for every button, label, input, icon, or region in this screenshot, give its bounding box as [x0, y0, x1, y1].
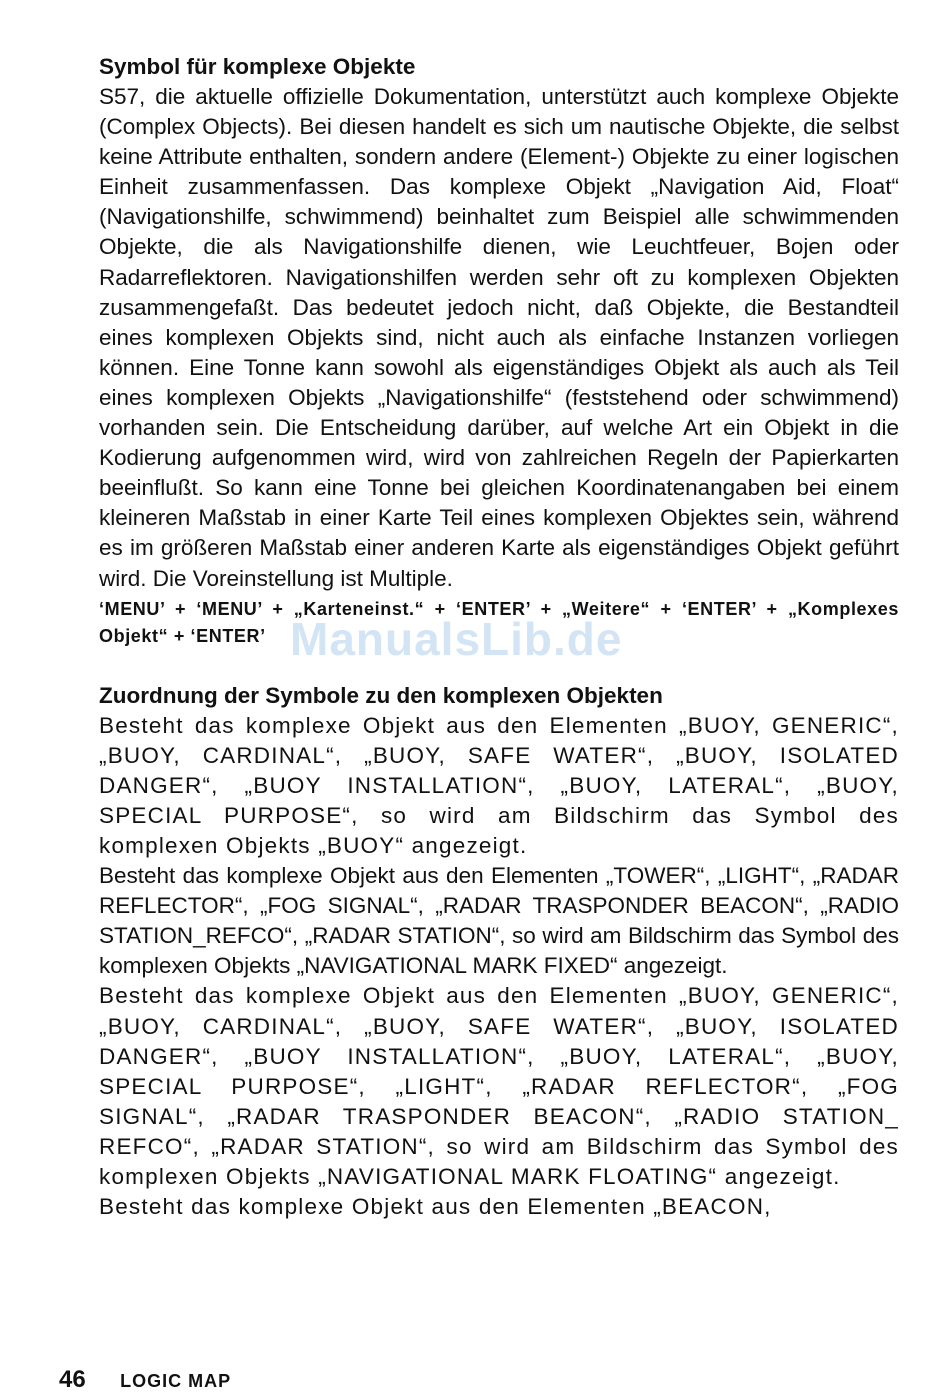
- page-number: 46: [59, 1366, 86, 1393]
- section-heading-complex-objects: Symbol für komplexe Objekte: [99, 54, 416, 79]
- section-spacer: [99, 650, 899, 681]
- watermark: ManualsLib.de: [290, 613, 623, 665]
- paragraph-buoy: Besteht das komplexe Objekt aus den Elementen „BUOY, GENERIC“, „BUOY, CARDINAL“, „BUOY, SAFE WATER“, „BUOY, ISOLATED DANGER“, „BUOY INSTALLATION“, „BUOY, LATERAL“, „BUOY, SPECIAL PURPOSE“, so wird am Bildschirm das Symbol des komplexen Objekts „BUOY“ angezeigt.: [99, 712, 899, 858]
- paragraph-beacon: Besteht das komplexe Objekt aus den Elementen „BEACON,: [99, 1194, 772, 1220]
- paragraph-navigational-mark-floating: Besteht das komplexe Objekt aus den Elementen „BUOY, GENERIC“, „BUOY, CARDINAL“, „BUOY, SAFE WATER“, „BUOY, ISOLATED DANGER“, „BUOY INSTALLATION“, „BUOY, LATERAL“, „BUOY, SPECIAL PURPOSE“, „LIGHT“, „RADAR REFLECTOR“, „FOG SIGNAL“, „RADAR TRASPONDER BEACON“, „RADIO STATION_ REFCO“, „RADAR STATION“, so wird am Bildschirm das Symbol des komplexen Objekts „NAVIGATIONAL MARK FLOATING“ angezeigt.: [99, 983, 899, 1189]
- page-footer: [59, 1366, 231, 1394]
- paragraph-navigational-mark-fixed: Besteht das komplexe Objekt aus den Elementen „TOWER“, „LIGHT“, „RADAR REFLECTOR“, „FOG SIGNAL“, „RADAR TRASPONDER BEACON“, „RADIO STATION_REFCO“, „RADAR STATION“, so wird am Bildschirm das Symbol des komplexen Objekts „NAVIGATIONAL MARK FIXED“ angezeigt.: [99, 863, 899, 979]
- paragraph-complex-objects: S57, die aktuelle offizielle Dokumentation, unterstützt auch komplexe Objekte (Complex Objects). Bei diesen handelt es sich um nautische Objekte, die selbst keine Attribute enthalten, sondern andere (Element-) Objekte zu einer logischen Einheit zusammenfassen. Das komplexe Objekt „Navigation Aid, Float“ (Navigationshilfe, schwimmend) beinhaltet zum Beispiel alle schwimmenden Objekte, die als Navigationshilfe dienen, wie Leuchtfeuer, Bojen oder Radarreflektoren. Navigationshilfen werden sehr oft zu komplexen Objekten zusammengefaßt. Das bedeutet jedoch nicht, daß Objekte, die Bestandteil eines komplexen Objekts sind, nicht auch als einfache Instanzen vorliegen können. Eine Tonne kann sowohl als eigenständiges Objekt als auch als Teil eines komplexen Objekts „Navigationshilfe“ (feststehend oder schwimmend) vorhanden sein. Die Entscheidung darüber, auf welche Art ein Objekt in die Kodierung aufgenommen wird, wird von zahlreichen Regeln der Papierkarten beeinflußt. So kann eine Tonne bei gleichen Koordinatenangaben bei einem kleineren Maßstab in einer Karte Teil eines komplexen Objektes sein, während es im größeren Maßstab einer anderen Karte als eigenständiges Objekt geführt wird. Die Voreinstellung ist Multiple.: [99, 84, 899, 591]
- menu-path: ‘MENU’ + ‘MENU’ + „Karteneinst.“ + ‘ENTER’ + „Weitere“ + ‘ENTER’ + „Komplexes Objekt“ + ‘ENTER’: [99, 598, 899, 646]
- chapter-title: LOGIC MAP: [120, 1371, 232, 1391]
- section-heading-symbol-assignment: Zuordnung der Symbole zu den komplexen Objekten: [99, 682, 663, 708]
- document-page: [99, 52, 899, 1222]
